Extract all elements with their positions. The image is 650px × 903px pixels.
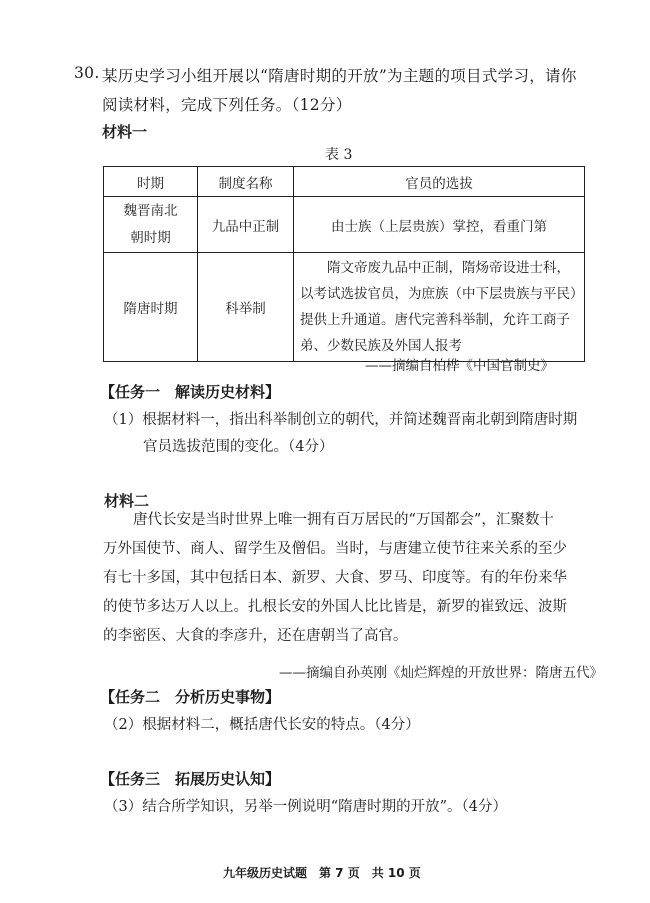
material-1-source: ——摘编自柏桦《中国官制史》 bbox=[365, 358, 554, 374]
table-header-selection: 官员的选拔 bbox=[294, 167, 585, 197]
official-selection-table bbox=[103, 166, 585, 362]
question-line-2: 阅读材料，完成下列任务。（12分） bbox=[102, 96, 352, 114]
material-2-line-5: 的李密医、大食的李彦升，还在唐朝当了高官。 bbox=[103, 628, 408, 644]
material-2-line-2: 万外国使节、商人、留学生及僧侣。当时，与唐建立使节往来关系的至少 bbox=[103, 541, 567, 557]
material-2-label: 材料二 bbox=[104, 492, 150, 510]
table-cell-period: 隋唐时期 bbox=[104, 253, 198, 362]
task-2-title: 【任务二 分析历史事物】 bbox=[100, 688, 281, 706]
material-2-source: ——摘编自孙英刚《灿烂辉煌的开放世界：隋唐五代》 bbox=[279, 665, 603, 681]
table-row bbox=[104, 253, 585, 362]
task-2-question: （2）根据材料二，概括唐代长安的特点。（4分） bbox=[104, 717, 420, 733]
material-2-line-4: 的使节多达万人以上。扎根长安的外国人比比皆是，新罗的崔致远、波斯 bbox=[103, 599, 567, 615]
table-cell-period bbox=[104, 197, 198, 253]
table-header-period: 时期 bbox=[104, 167, 198, 197]
table-header-row bbox=[104, 167, 585, 197]
table-cell-selection: 隋文帝废九品中正制，隋炀帝设进士科，以考试选拔官员，为庶族（中下层贵族与平民）提供上升通道。唐代完善科举制，允许工商子弟、少数民族及外国人报考 bbox=[294, 253, 585, 362]
material-2-line-3: 有七十多国，其中包括日本、新罗、大食、罗马、印度等。有的年份来华 bbox=[103, 570, 567, 586]
material-2-line-1: 唐代长安是当时世界上唯一拥有百万居民的“万国都会”，汇聚数十 bbox=[133, 512, 554, 528]
page-footer: 九年级历史试题 第 7 页 共 10 页 bbox=[223, 866, 421, 880]
question-number: 30. bbox=[74, 64, 100, 82]
material-1-label: 材料一 bbox=[102, 123, 148, 141]
table-cell-system: 九品中正制 bbox=[198, 197, 294, 253]
task-3-question: （3）结合所学知识，另举一例说明“隋唐时期的开放”。（4分） bbox=[104, 799, 508, 815]
table-caption: 表 3 bbox=[325, 147, 353, 163]
task-3-title: 【任务三 拓展历史认知】 bbox=[100, 770, 281, 788]
table-header-system: 制度名称 bbox=[198, 167, 294, 197]
table-row bbox=[104, 197, 585, 253]
task-1-title: 【任务一 解读历史材料】 bbox=[100, 383, 281, 401]
table-cell-system: 科举制 bbox=[198, 253, 294, 362]
period-text: 魏晋南北朝时期 bbox=[123, 202, 178, 246]
table-cell-selection: 由士族（上层贵族）掌控，看重门第 bbox=[294, 197, 585, 253]
question-line-1: 某历史学习小组开展以“隋唐时期的开放”为主题的项目式学习，请你 bbox=[102, 67, 577, 85]
task-1-question-line-2: 官员选拔范围的变化。（4分） bbox=[143, 439, 334, 455]
task-1-question-line-1: （1）根据材料一，指出科举制创立的朝代，并简述魏晋南北朝到隋唐时期 bbox=[104, 412, 578, 428]
